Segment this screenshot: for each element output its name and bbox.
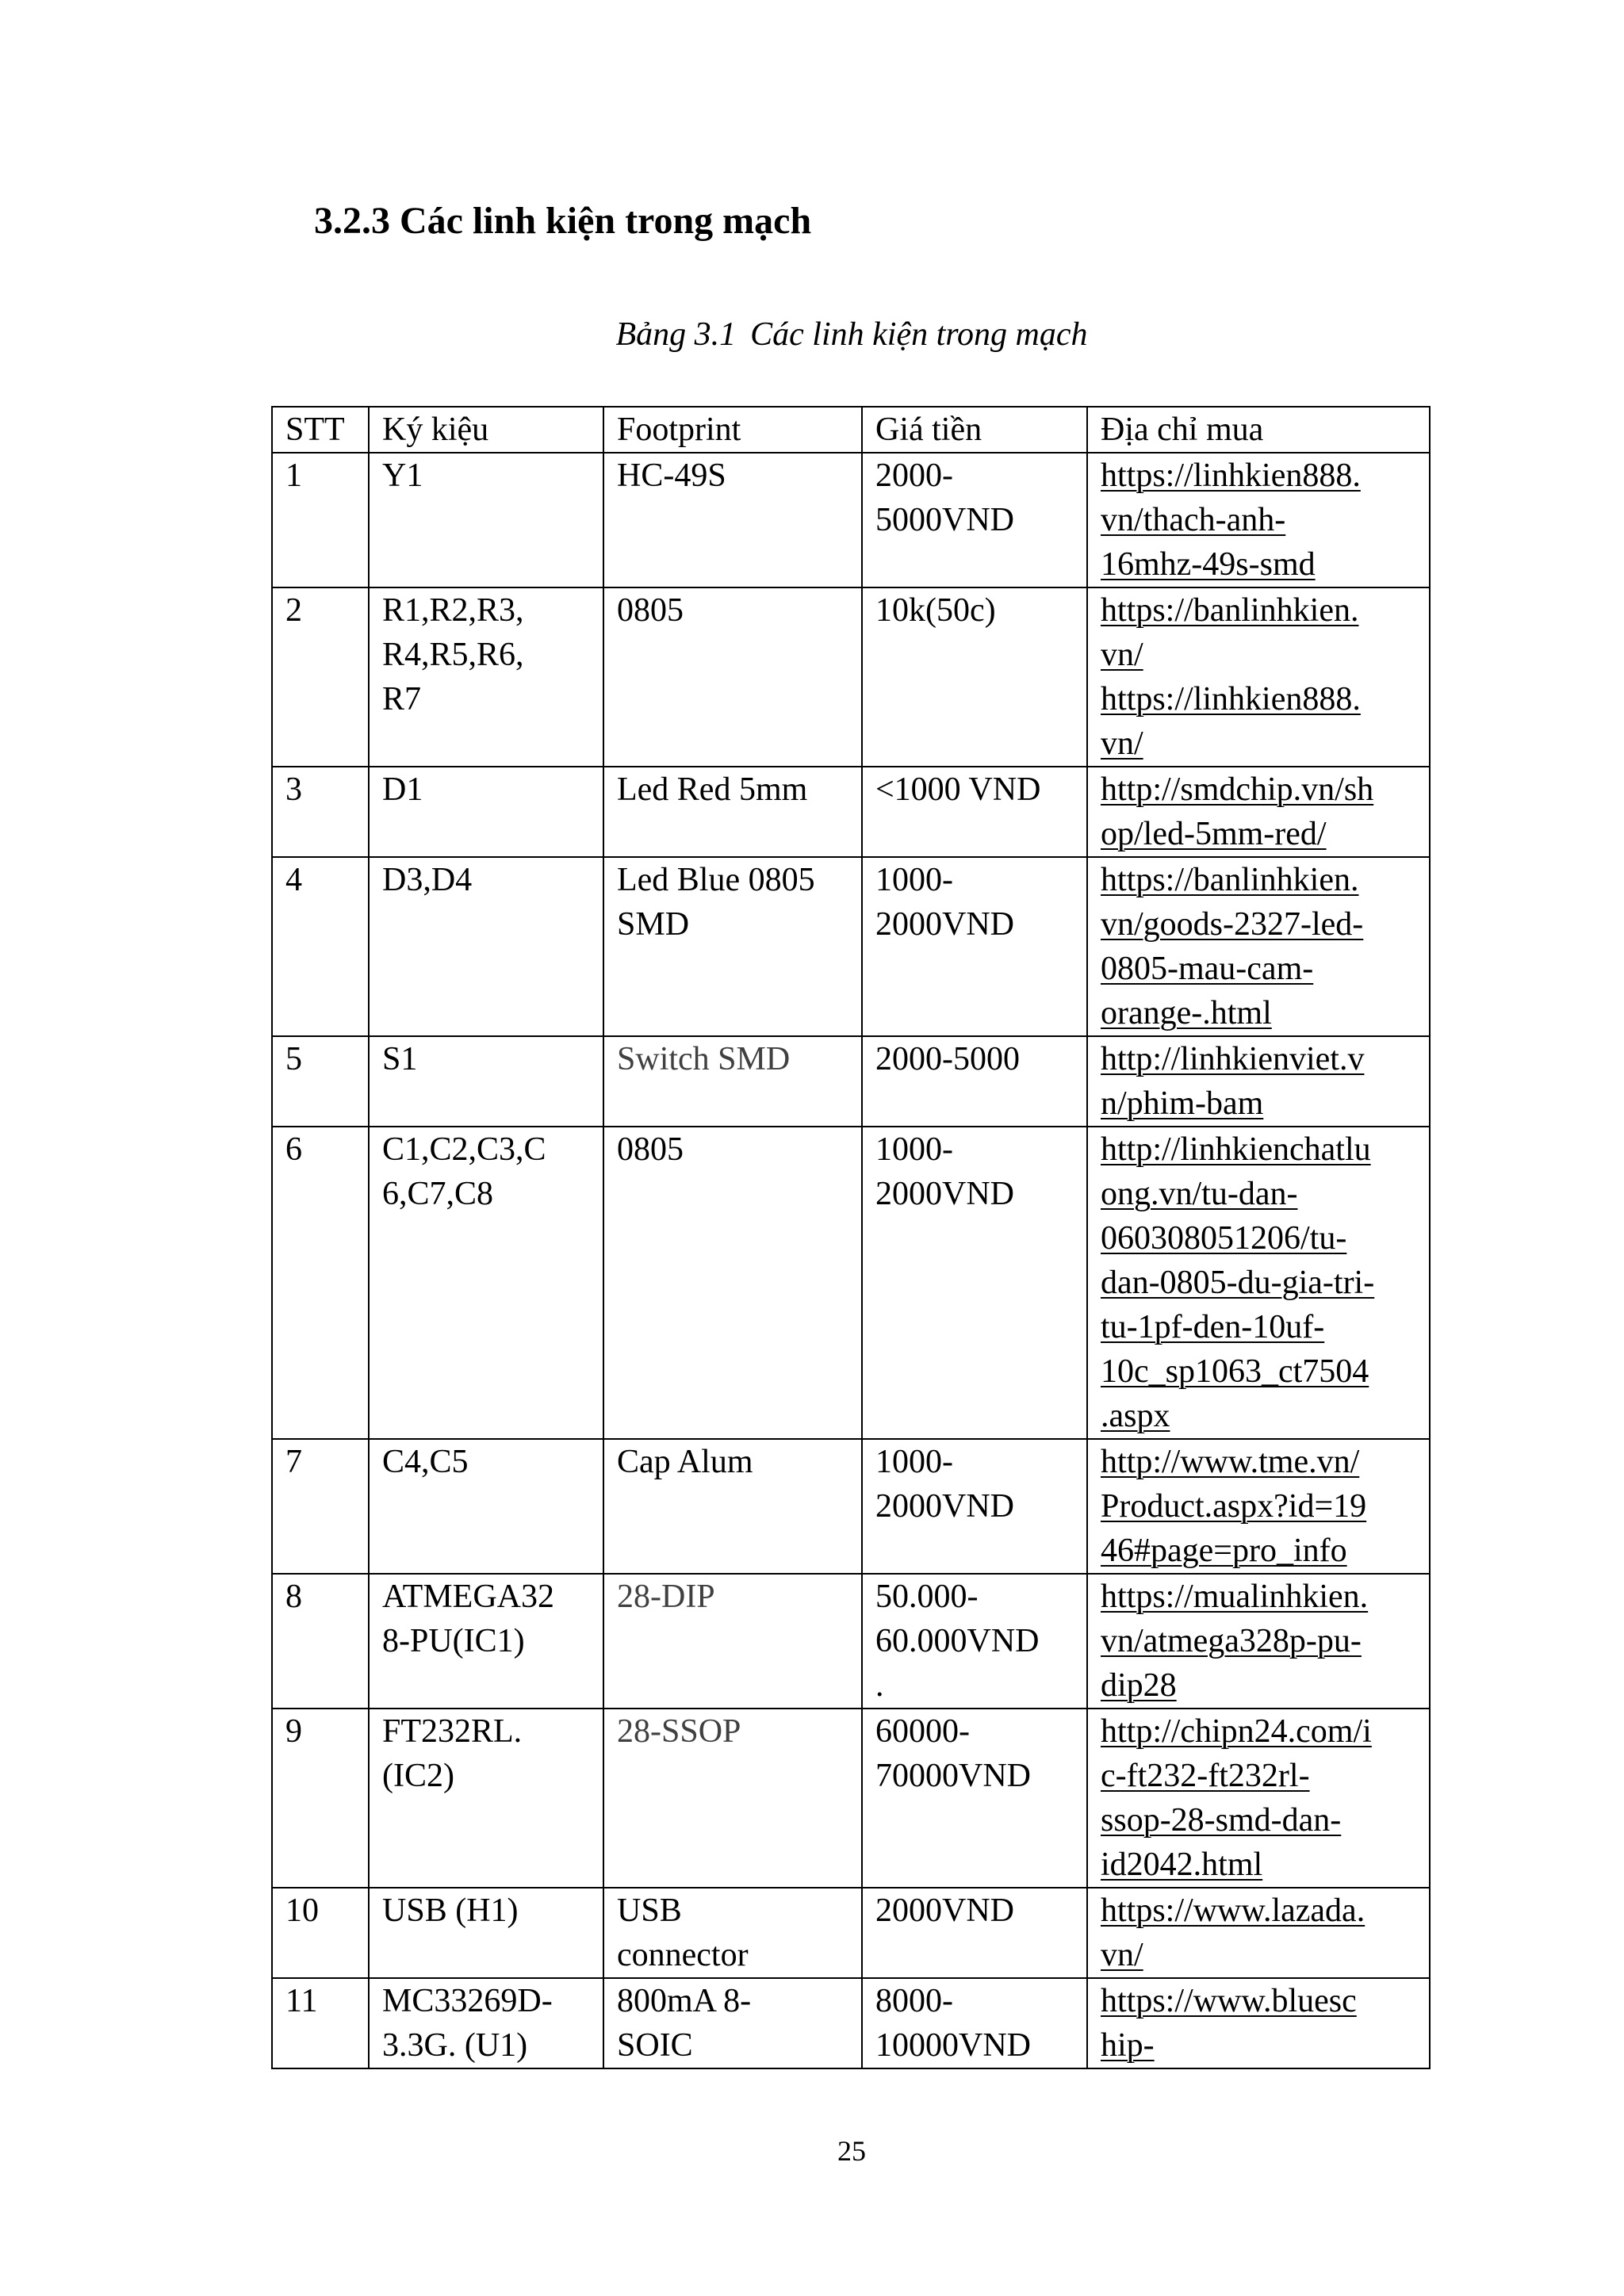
purchase-link[interactable]: http://linhkienchatlu ong.vn/tu-dan- 060308051206/tu- dan-0805-du-gia-tri- tu-1pf-den-10uf- 10c_sp1063_ct7504 .aspx: [1101, 1131, 1375, 1434]
cell-price-line: 60000-: [875, 1713, 970, 1750]
cell-footprint: [603, 857, 862, 1036]
cell-footprint-line: 0805: [617, 592, 684, 629]
cell-stt-line: 5: [285, 1041, 302, 1077]
cell-symbol: [369, 857, 603, 1036]
cell-stt: [272, 1127, 369, 1439]
table-row: [272, 1127, 1430, 1439]
cell-stt-line: 6: [285, 1131, 302, 1168]
cell-symbol: [369, 1978, 603, 2068]
cell-price-line: 2000VND: [875, 1176, 1014, 1212]
cell-price-line: 1000-: [875, 1131, 953, 1168]
cell-stt: [272, 1709, 369, 1888]
cell-symbol-line: 8-PU(IC1): [382, 1623, 525, 1659]
cell-symbol-line: C1,C2,C3,C: [382, 1131, 546, 1168]
cell-price: [862, 1574, 1087, 1709]
cell-footprint-line: HC-49S: [617, 457, 726, 494]
cell-footprint: [603, 1127, 862, 1439]
table-row: [272, 453, 1430, 587]
cell-purchase-url: [1087, 1439, 1430, 1574]
table-row: [272, 1574, 1430, 1709]
cell-price: [862, 587, 1087, 767]
cell-symbol-line: S1: [382, 1041, 418, 1077]
cell-price-line: 2000-5000: [875, 1041, 1020, 1077]
cell-price-line: 5000VND: [875, 502, 1014, 538]
cell-symbol: [369, 1127, 603, 1439]
cell-symbol-line: 6,C7,C8: [382, 1176, 494, 1212]
cell-footprint-line: connector: [617, 1937, 749, 1973]
header-footprint: Footprint: [603, 407, 862, 453]
cell-footprint: [603, 1439, 862, 1574]
cell-symbol-line: C4,C5: [382, 1444, 469, 1480]
cell-price-line: 50.000-: [875, 1578, 979, 1615]
table-row: [272, 1036, 1430, 1127]
cell-purchase-url: [1087, 857, 1430, 1036]
cell-symbol-line: (IC2): [382, 1758, 454, 1794]
cell-price: [862, 1036, 1087, 1127]
cell-symbol-line: D3,D4: [382, 862, 473, 898]
cell-purchase-url: [1087, 1978, 1430, 2068]
cell-stt: [272, 1036, 369, 1127]
cell-stt-line: 1: [285, 457, 302, 494]
cell-price: [862, 857, 1087, 1036]
cell-price-line: 2000VND: [875, 1488, 1014, 1525]
cell-footprint-line: 28-SSOP: [617, 1713, 741, 1750]
cell-stt: [272, 767, 369, 857]
table-caption-title: Các linh kiện trong mạch: [750, 316, 1088, 353]
cell-footprint: [603, 1888, 862, 1978]
cell-price: [862, 1127, 1087, 1439]
cell-price-line: 8000-: [875, 1983, 953, 2019]
cell-purchase-url: [1087, 453, 1430, 587]
cell-footprint-line: Switch SMD: [617, 1041, 791, 1077]
cell-stt-line: 9: [285, 1713, 302, 1750]
cell-price-line: 10000VND: [875, 2027, 1031, 2064]
cell-price-line: 2000VND: [875, 906, 1014, 943]
cell-price: [862, 1709, 1087, 1888]
cell-price-line: 10k(50c): [875, 592, 996, 629]
purchase-link[interactable]: https://banlinhkien. vn/goods-2327-led- 0805-mau-cam- orange-.html: [1101, 862, 1364, 1031]
purchase-link[interactable]: https://www.bluesc hip-: [1101, 1983, 1357, 2064]
cell-symbol: [369, 1574, 603, 1709]
cell-stt: [272, 1978, 369, 2068]
cell-stt-line: 8: [285, 1578, 302, 1615]
cell-footprint-line: 28-DIP: [617, 1578, 715, 1615]
purchase-link[interactable]: http://smdchip.vn/sh op/led-5mm-red/: [1101, 771, 1374, 852]
cell-stt-line: 3: [285, 771, 302, 808]
cell-price: [862, 1439, 1087, 1574]
purchase-link[interactable]: http://linhkienviet.v n/phim-bam: [1101, 1041, 1365, 1122]
cell-symbol: [369, 1439, 603, 1574]
cell-footprint-line: Cap Alum: [617, 1444, 753, 1480]
table-caption-number: Bảng 3.1: [615, 316, 737, 353]
cell-symbol-line: R7: [382, 681, 422, 718]
cell-footprint: [603, 767, 862, 857]
cell-price-line: <1000 VND: [875, 771, 1041, 808]
table-caption: [0, 316, 1624, 354]
cell-price: [862, 1978, 1087, 2068]
cell-purchase-url: [1087, 1888, 1430, 1978]
table-row: [272, 1709, 1430, 1888]
table-body: [272, 453, 1430, 2068]
cell-footprint-line: Led Blue 0805: [617, 862, 815, 898]
cell-symbol-line: Y1: [382, 457, 423, 494]
header-purchase-url: Địa chỉ mua: [1087, 407, 1430, 453]
cell-symbol-line: 3.3G. (U1): [382, 2027, 528, 2064]
cell-stt: [272, 587, 369, 767]
cell-footprint-line: SOIC: [617, 2027, 693, 2064]
components-table: [271, 406, 1431, 2069]
cell-purchase-url: [1087, 587, 1430, 767]
purchase-link[interactable]: https://mualinhkien. vn/atmega328p-pu- dip28: [1101, 1578, 1369, 1704]
cell-symbol-line: USB (H1): [382, 1892, 519, 1929]
cell-price: [862, 453, 1087, 587]
cell-stt-line: 7: [285, 1444, 302, 1480]
table-row: [272, 1439, 1430, 1574]
cell-symbol: [369, 1709, 603, 1888]
cell-price-line: 60.000VND: [875, 1623, 1040, 1659]
cell-footprint: [603, 1709, 862, 1888]
cell-footprint: [603, 1036, 862, 1127]
header-symbol: Ký kiệu: [369, 407, 603, 453]
cell-footprint-line: Led Red 5mm: [617, 771, 808, 808]
cell-footprint: [603, 1978, 862, 2068]
header-stt: STT: [272, 407, 369, 453]
cell-purchase-url: [1087, 767, 1430, 857]
cell-purchase-url: [1087, 1709, 1430, 1888]
cell-symbol-line: FT232RL.: [382, 1713, 523, 1750]
cell-stt: [272, 1439, 369, 1574]
cell-symbol-line: MC33269D-: [382, 1983, 553, 2019]
cell-stt-line: 2: [285, 592, 302, 629]
cell-symbol-line: D1: [382, 771, 423, 808]
cell-footprint-line: USB: [617, 1892, 682, 1929]
cell-symbol-line: R1,R2,R3,: [382, 592, 524, 629]
table-row: [272, 857, 1430, 1036]
cell-symbol: [369, 587, 603, 767]
cell-footprint-line: SMD: [617, 906, 690, 943]
purchase-link[interactable]: https://banlinhkien. vn/ https://linhkien888. vn/: [1101, 592, 1361, 762]
section-heading: 3.2.3 Các linh kiện trong mạch: [314, 200, 812, 242]
cell-price-line: 1000-: [875, 862, 953, 898]
cell-symbol-line: R4,R5,R6,: [382, 637, 524, 673]
cell-price-line: 2000VND: [875, 1892, 1014, 1929]
cell-footprint-line: 0805: [617, 1131, 684, 1168]
purchase-link[interactable]: http://chipn24.com/i c-ft232-ft232rl- ssop-28-smd-dan- id2042.html: [1101, 1713, 1372, 1883]
header-price: Giá tiền: [862, 407, 1087, 453]
cell-purchase-url: [1087, 1127, 1430, 1439]
cell-symbol: [369, 453, 603, 587]
cell-footprint: [603, 1574, 862, 1709]
cell-stt-line: 11: [285, 1983, 318, 2019]
purchase-link[interactable]: https://linhkien888. vn/thach-anh- 16mhz-49s-smd: [1101, 457, 1361, 583]
cell-purchase-url: [1087, 1036, 1430, 1127]
cell-purchase-url: [1087, 1574, 1430, 1709]
purchase-link[interactable]: http://www.tme.vn/ Product.aspx?id=19 46#page=pro_info: [1101, 1444, 1367, 1569]
table-header-row: [272, 407, 1430, 453]
cell-price-line: 2000-: [875, 457, 953, 494]
cell-stt-line: 4: [285, 862, 302, 898]
cell-price-line: .: [875, 1667, 884, 1704]
table-row: [272, 767, 1430, 857]
cell-price: [862, 1888, 1087, 1978]
page-number: 25: [837, 2135, 866, 2167]
cell-price-line: 70000VND: [875, 1758, 1031, 1794]
cell-stt-line: 10: [285, 1892, 319, 1929]
cell-symbol: [369, 1036, 603, 1127]
table-row: [272, 1978, 1430, 2068]
cell-price: [862, 767, 1087, 857]
cell-symbol-line: ATMEGA32: [382, 1578, 554, 1615]
cell-stt: [272, 453, 369, 587]
cell-footprint-line: 800mA 8-: [617, 1983, 752, 2019]
cell-price-line: 1000-: [875, 1444, 953, 1480]
cell-stt: [272, 1888, 369, 1978]
cell-stt: [272, 857, 369, 1036]
cell-stt: [272, 1574, 369, 1709]
cell-footprint: [603, 453, 862, 587]
purchase-link[interactable]: https://www.lazada. vn/: [1101, 1892, 1365, 1973]
cell-symbol: [369, 767, 603, 857]
cell-symbol: [369, 1888, 603, 1978]
cell-footprint: [603, 587, 862, 767]
table-row: [272, 1888, 1430, 1978]
table-row: [272, 587, 1430, 767]
